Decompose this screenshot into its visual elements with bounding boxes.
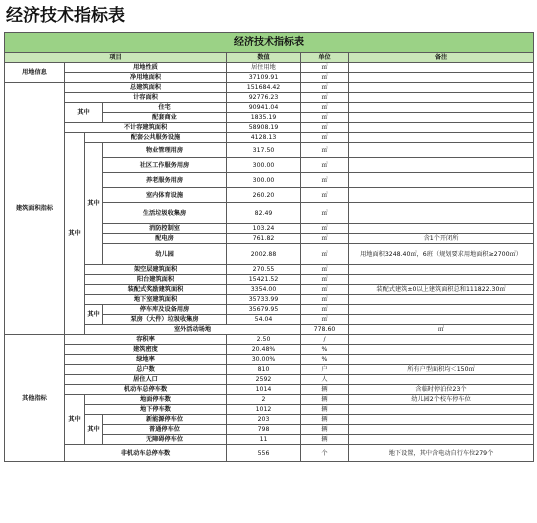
row-label: 总建筑面积 <box>65 83 227 93</box>
row-unit: / <box>301 335 349 345</box>
row-value: 317.50 <box>227 143 301 158</box>
row-unit: ㎡ <box>301 188 349 203</box>
table-row <box>5 445 534 462</box>
row-note <box>349 295 534 305</box>
indicator-table <box>4 32 534 462</box>
table-row <box>5 143 534 158</box>
row-value: 2 <box>227 395 301 405</box>
row-note <box>349 375 534 385</box>
row-note <box>349 305 534 315</box>
row-label: 普通停车位 <box>103 425 227 435</box>
row-note <box>349 113 534 123</box>
row-label: 室外活动场地 <box>85 325 301 335</box>
row-label: 地下室建筑面积 <box>85 295 227 305</box>
row-unit: ㎡ <box>301 83 349 93</box>
row-value: 11 <box>227 435 301 445</box>
table-row <box>5 355 534 365</box>
row-label: 配套公共服务设施 <box>85 133 227 143</box>
row-value: 810 <box>227 365 301 375</box>
row-value: 90941.04 <box>227 103 301 113</box>
row-note <box>349 275 534 285</box>
row-label: 容积率 <box>65 335 227 345</box>
header-value: 数值 <box>227 53 301 63</box>
row-unit: 个 <box>301 445 349 462</box>
row-unit: ㎡ <box>301 285 349 295</box>
row-note: 地下设置，其中含电动自行车位279个 <box>349 445 534 462</box>
row-unit: ㎡ <box>301 158 349 173</box>
row-value: 300.00 <box>227 158 301 173</box>
row-label: 养老服务用房 <box>103 173 227 188</box>
row-value: 1012 <box>227 405 301 415</box>
row-label: 社区工作服务用房 <box>103 158 227 173</box>
row-note <box>349 415 534 425</box>
row-note <box>349 133 534 143</box>
row-unit: 人 <box>301 375 349 385</box>
row-unit: ㎡ <box>301 123 349 133</box>
row-value: 35733.99 <box>227 295 301 305</box>
row-note <box>349 158 534 173</box>
row-note <box>349 425 534 435</box>
row-label: 架空层建筑面积 <box>85 265 227 275</box>
row-label: 计容面积 <box>65 93 227 103</box>
row-note <box>349 435 534 445</box>
row-unit: ㎡ <box>301 203 349 224</box>
qizhong-label: 其中 <box>65 133 85 335</box>
table-row <box>5 93 534 103</box>
row-label: 停车库及设备用房 <box>103 305 227 315</box>
row-unit: ㎡ <box>301 224 349 234</box>
table-row <box>5 415 534 425</box>
row-value: 4128.13 <box>227 133 301 143</box>
row-unit: 辆 <box>301 415 349 425</box>
header-item: 项目 <box>5 53 227 63</box>
table-row <box>5 395 534 405</box>
page-title: 经济技术指标表 <box>6 6 125 26</box>
row-note <box>349 315 534 325</box>
row-note: 用地面积3248.40㎡，6班（规划要求用地面积≥2700㎡） <box>349 244 534 265</box>
row-note: 幼儿园2个校车停车位 <box>349 395 534 405</box>
row-note <box>349 73 534 83</box>
row-value: 30.00% <box>227 355 301 365</box>
row-unit: ㎡ <box>301 73 349 83</box>
row-unit: 户 <box>301 365 349 375</box>
row-value: 103.24 <box>227 224 301 234</box>
table-row <box>5 265 534 275</box>
header-row <box>5 53 534 63</box>
row-label: 幼儿园 <box>103 244 227 265</box>
row-note <box>349 173 534 188</box>
row-label: 生活垃圾收集房 <box>103 203 227 224</box>
row-unit: ㎡ <box>301 265 349 275</box>
table-row <box>5 103 534 113</box>
row-unit: ㎡ <box>301 103 349 113</box>
row-unit: ㎡ <box>301 113 349 123</box>
table-row <box>5 295 534 305</box>
row-unit: 辆 <box>301 395 349 405</box>
group-other: 其他指标 <box>5 335 65 462</box>
header-unit: 单位 <box>301 53 349 63</box>
qizhong-label: 其中 <box>85 143 103 265</box>
table-row <box>5 345 534 355</box>
row-note <box>349 203 534 224</box>
row-label: 物业管理用房 <box>103 143 227 158</box>
row-label: 不计容建筑面积 <box>65 123 227 133</box>
row-label: 用地性质 <box>65 63 227 73</box>
table-row <box>5 335 534 345</box>
row-label: 室内体育设施 <box>103 188 227 203</box>
row-label: 地下停车数 <box>85 405 227 415</box>
row-value: 556 <box>227 445 301 462</box>
row-value: 58908.19 <box>227 123 301 133</box>
row-value: 92776.23 <box>227 93 301 103</box>
row-unit: % <box>301 345 349 355</box>
row-note <box>349 188 534 203</box>
row-value: 20.48% <box>227 345 301 355</box>
row-note <box>349 93 534 103</box>
row-unit: ㎡ <box>301 305 349 315</box>
row-note <box>349 63 534 73</box>
row-value: 300.00 <box>227 173 301 188</box>
row-note <box>349 143 534 158</box>
row-note <box>349 405 534 415</box>
row-unit: ㎡ <box>301 143 349 158</box>
row-label: 非机动车总停车数 <box>65 445 227 462</box>
row-value: 54.04 <box>227 315 301 325</box>
row-note: 含1个开闭所 <box>349 234 534 244</box>
row-unit: ㎡ <box>301 173 349 188</box>
table-row <box>5 365 534 375</box>
row-unit: 辆 <box>301 425 349 435</box>
qizhong-label: 其中 <box>65 103 103 123</box>
row-label: 消防控制室 <box>103 224 227 234</box>
row-note <box>349 123 534 133</box>
group-building-area: 建筑面积指标 <box>5 83 65 335</box>
row-unit: ㎡ <box>301 63 349 73</box>
row-label: 配电房 <box>103 234 227 244</box>
header-note: 备注 <box>349 53 534 63</box>
row-note <box>349 335 534 345</box>
row-unit: ㎡ <box>301 295 349 305</box>
row-label: 配套商业 <box>103 113 227 123</box>
row-unit: ㎡ <box>301 315 349 325</box>
row-value: 203 <box>227 415 301 425</box>
row-value: 151684.42 <box>227 83 301 93</box>
row-value: 1835.19 <box>227 113 301 123</box>
row-unit: ㎡ <box>301 133 349 143</box>
row-label: 净用地面积 <box>65 73 227 83</box>
row-label: 机动车总停车数 <box>65 385 227 395</box>
row-label: 绿地率 <box>65 355 227 365</box>
table-row <box>5 73 534 83</box>
table-row <box>5 133 534 143</box>
table-row <box>5 385 534 395</box>
row-note <box>349 224 534 234</box>
row-note <box>349 345 534 355</box>
row-unit: ㎡ <box>301 275 349 285</box>
row-unit: ㎡ <box>301 93 349 103</box>
row-unit: ㎡ <box>301 244 349 265</box>
row-value: 居住用地 <box>227 63 301 73</box>
row-value: 2002.88 <box>227 244 301 265</box>
row-label: 泵房（大件）垃圾收集房 <box>103 315 227 325</box>
qizhong-label: 其中 <box>65 395 85 445</box>
table-row <box>5 83 534 93</box>
row-label: 新能源停车位 <box>103 415 227 425</box>
row-label: 无障碍停车位 <box>103 435 227 445</box>
row-value: 270.55 <box>227 265 301 275</box>
group-land-info: 用地信息 <box>5 63 65 83</box>
table-row <box>5 63 534 73</box>
row-unit: 辆 <box>301 385 349 395</box>
table-banner-row <box>5 33 534 53</box>
row-value: 37109.91 <box>227 73 301 83</box>
table-row <box>5 285 534 295</box>
row-value: 798 <box>227 425 301 435</box>
row-label: 居住人口 <box>65 375 227 385</box>
table-row <box>5 405 534 415</box>
row-note: 含临时停泊位23个 <box>349 385 534 395</box>
row-label: 地面停车数 <box>85 395 227 405</box>
row-note <box>349 265 534 275</box>
row-note <box>349 83 534 93</box>
row-note: 装配式建筑±0以上建筑面积总和111822.30㎡ <box>349 285 534 295</box>
row-value: 761.82 <box>227 234 301 244</box>
table-row <box>5 305 534 315</box>
row-value: 778.60 <box>301 325 349 335</box>
row-label: 住宅 <box>103 103 227 113</box>
table-row <box>5 375 534 385</box>
table-title: 经济技术指标表 <box>5 33 534 53</box>
qizhong-label: 其中 <box>85 415 103 445</box>
row-note: 所有户型面积均＜150㎡ <box>349 365 534 375</box>
table-row <box>5 275 534 285</box>
row-note <box>349 355 534 365</box>
row-value: 35679.95 <box>227 305 301 315</box>
qizhong-label: 其中 <box>85 305 103 325</box>
row-label: 阳台建筑面积 <box>85 275 227 285</box>
row-value: 82.49 <box>227 203 301 224</box>
row-note <box>349 103 534 113</box>
row-value: 15421.52 <box>227 275 301 285</box>
row-label: 装配式奖励建筑面积 <box>85 285 227 295</box>
row-value: 2592 <box>227 375 301 385</box>
row-label: 总户数 <box>65 365 227 375</box>
row-unit: 辆 <box>301 405 349 415</box>
table-row <box>5 325 534 335</box>
row-unit: 辆 <box>301 435 349 445</box>
row-unit: % <box>301 355 349 365</box>
row-value: 1014 <box>227 385 301 395</box>
row-value: 260.20 <box>227 188 301 203</box>
row-value: 3354.00 <box>227 285 301 295</box>
row-label: 建筑密度 <box>65 345 227 355</box>
row-value: 2.50 <box>227 335 301 345</box>
table-row <box>5 123 534 133</box>
row-unit: ㎡ <box>301 234 349 244</box>
row-unit: ㎡ <box>349 325 534 335</box>
